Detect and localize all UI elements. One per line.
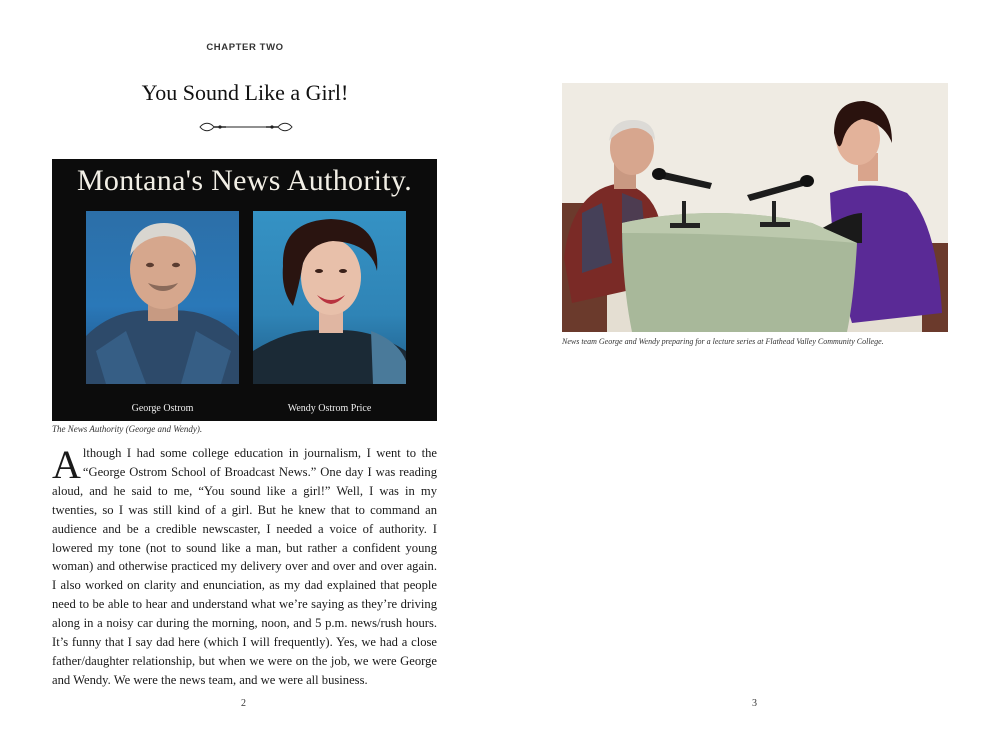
poster-heading: Montana's News Authority.: [76, 164, 413, 197]
interview-photo: [562, 83, 948, 332]
body-paragraph: [52, 444, 437, 690]
george-portrait: [86, 211, 239, 384]
photo-caption: News team George and Wendy preparing for a lecture series at Flathead Valley Community College.: [562, 337, 884, 346]
chapter-title: You Sound Like a Girl!: [141, 80, 349, 105]
poster-caption: The News Authority (George and Wendy).: [52, 424, 203, 434]
wendy-portrait: [253, 211, 406, 384]
poster-name-wendy: Wendy Ostrom Price: [287, 403, 372, 414]
right-page: [500, 0, 1000, 750]
page-number-right: 3: [752, 698, 757, 709]
body-text: lthough I had some college education in journalism, I went to the “George Ostrom School of Broadcast News.” One day I was reading aloud, and he said to me, “You sound like a girl!” Well, I was in my twenties, so I was still kind of a girl. But he knew that to command an audience and be a credible newscaster, I needed a voice of authority. I lowered my tone (not to sound like a man, but rather a confident young woman) and otherwise practiced my delivery over and over and over again. I also worked on clarity and enunciation, as my dad explained that people need to be able to hear and understand what we’re saying as they’re driving along in a noisy car during the morning, noon, and 5 p.m. news/rush hours. It’s funny that I say dad here (which I will frequently). Yes, we had a close father/daughter relationship, but when we were on the job, we were George and Wendy. We were the news team, and we were all business.: [52, 446, 437, 687]
news-authority-poster: [52, 159, 437, 421]
ornament-divider-icon: [196, 120, 296, 134]
drop-cap: A: [52, 442, 81, 487]
chapter-label: CHAPTER TWO: [206, 42, 284, 53]
page-number-left: 2: [241, 698, 246, 709]
poster-name-george: George Ostrom: [131, 403, 194, 414]
